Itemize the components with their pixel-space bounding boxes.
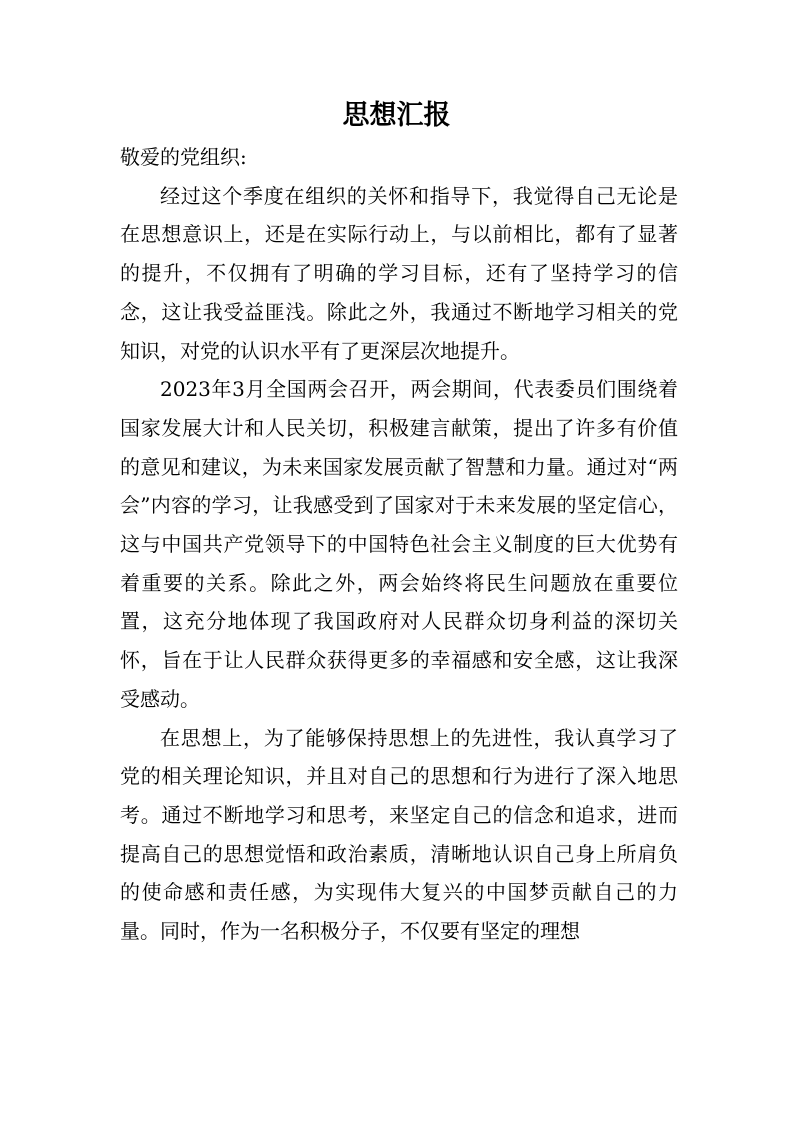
paragraph-1: 经过这个季度在组织的关怀和指导下，我觉得自己无论是在思想意识上，还是在实际行动上，与以前相比，都有了显著的提升，不仅拥有了明确的学习目标，还有了坚持学习的信念，这让我受益匪浅。除此之外，我通过不断地学习相关的党知识，对党的认识水平有了更深层次地提升。 [120,183,678,363]
paragraph-3: 在思想上，为了能够保持思想上的先进性，我认真学习了党的相关理论知识，并且对自己的思想和行为进行了深入地思考。通过不断地学习和思考，来坚定自己的信念和追求，进而提高自己的思想觉悟和政治素质，清晰地认识自己身上所肩负的使命感和责任感，为实现伟大复兴的中国梦贡献自己的力量。同时，作为一名积极分子，不仅要有坚定的理想 [120,725,678,944]
salutation: 敬爱的党组织: [120,145,247,169]
document-body [120,138,678,951]
paragraph-2: 2023年3月全国两会召开，两会期间，代表委员们围绕着国家发展大计和人民关切，积极建言献策，提出了许多有价值的意见和建议，为未来国家发展贡献了智慧和力量。通过对“两会”内容的学习，让我感受到了国家对于未来发展的坚定信心，这与中国共产党领导下的中国特色社会主义制度的巨大优势有着重要的关系。除此之外，两会始终将民生问题放在重要位置，这充分地体现了我国政府对人民群众切身利益的深切关怀，旨在于让人民群众获得更多的幸福感和安全感，这让我深受感动。 [120,377,678,711]
document-title: 思想汇报 [342,100,451,131]
